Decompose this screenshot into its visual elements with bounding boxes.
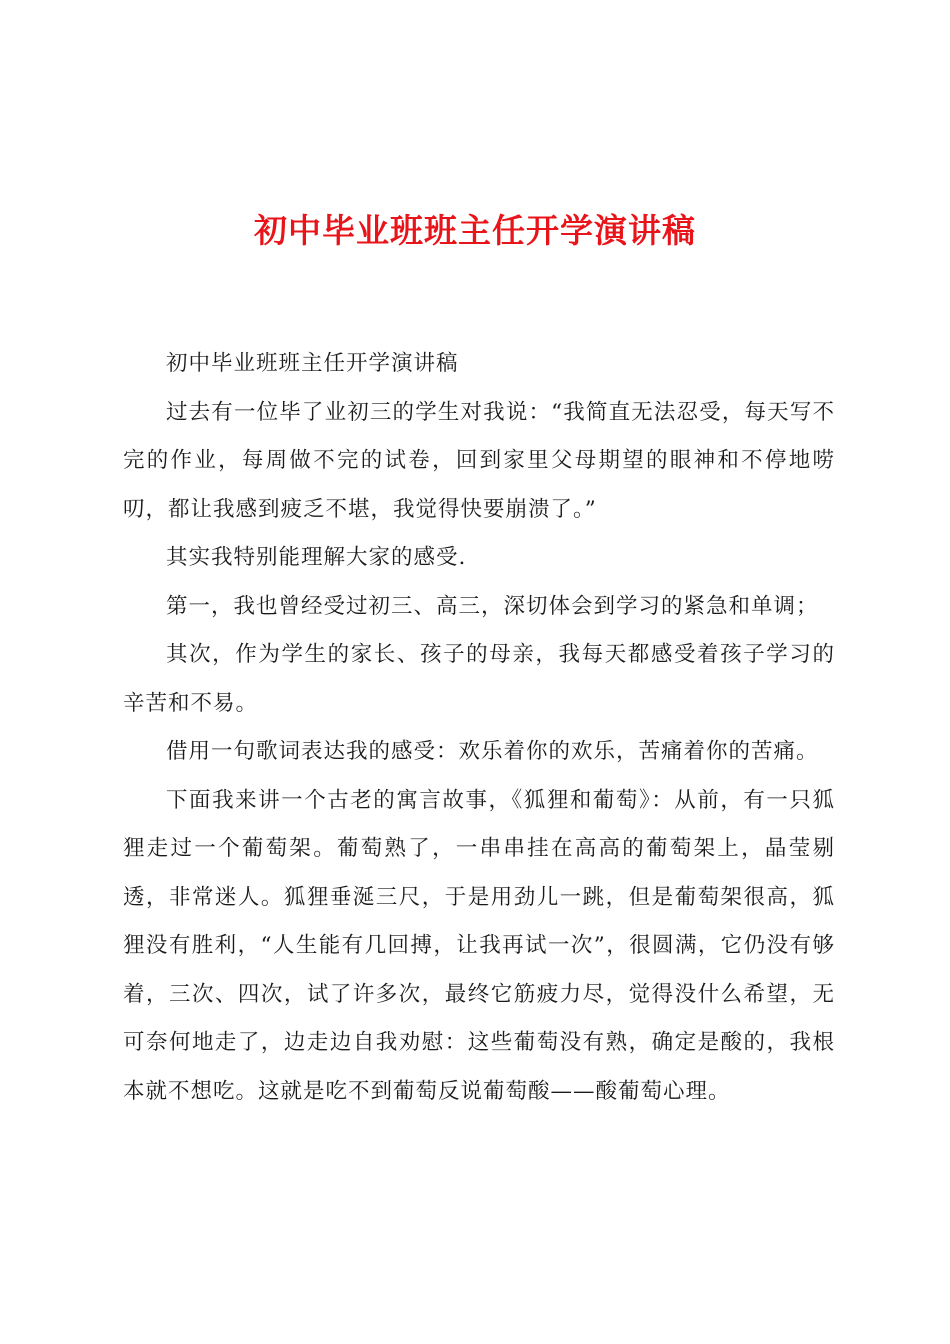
paragraph-understanding: 其实我特别能理解大家的感受.: [166, 545, 467, 570]
paragraph-second: 其次，作为学生的家长、孩子的母亲，我每天都感受着孩子学习的辛苦和不易。: [123, 642, 835, 716]
paragraph-first: 第一，我也曾经受过初三、高三，深切体会到学习的紧急和单调；: [166, 593, 819, 619]
paragraph-heading: 初中毕业班班主任开学演讲稿: [166, 351, 459, 376]
paragraph-fable: 下面我来讲一个古老的寓言故事，《狐狸和葡萄》：从前，有一只狐狸走过一个葡萄架。葡萄熟了，一串串挂在高高的葡萄架上，晶莹剔透，非常迷人。狐狸垂涎三尺，于是用劲儿一跳，但是葡萄架很高，狐狸没有胜利，“人生能有几回搏，让我再试一次”，很圆满，它仍没有够着，三次、四次，试了许多次，最终它筋疲力尽，觉得没什么希望，无可奈何地走了，边走边自我劝慰：这些葡萄没有熟，确定是酸的，我根本就不想吃。这就是吃不到葡萄反说葡萄酸——酸葡萄心理。: [123, 787, 835, 1104]
document-body: [123, 340, 835, 1116]
paragraph-lyrics: 借用一句歌词表达我的感受：欢乐着你的欢乐，苦痛着你的苦痛。: [166, 739, 819, 764]
paragraph-student-quote: 过去有一位毕了业初三的学生对我说：“我简直无法忍受，每天写不完的作业，每周做不完的试卷，回到家里父母期望的眼神和不停地唠叨，都让我感到疲乏不堪，我觉得快要崩溃了。”: [123, 399, 835, 522]
document-title: 初中毕业班班主任开学演讲稿: [254, 211, 696, 250]
